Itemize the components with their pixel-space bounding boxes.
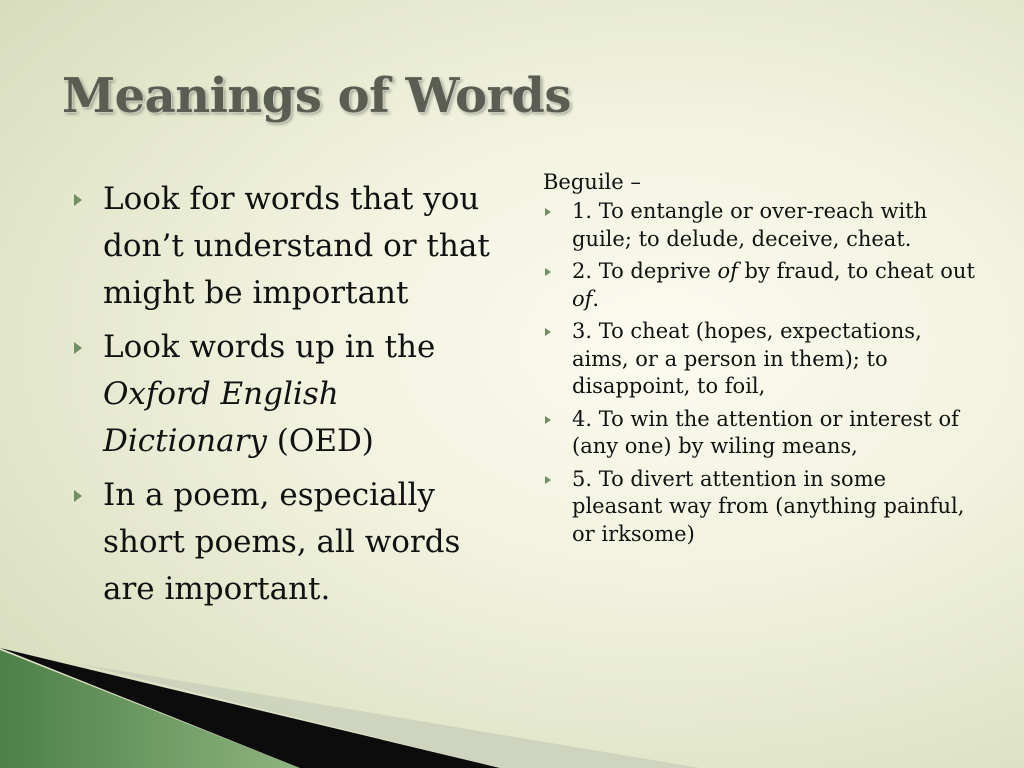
main-bullet-list <box>72 176 502 620</box>
bullet-text: In a poem, especially short poems, all words are important. <box>103 477 461 607</box>
triangle-bullet-icon <box>545 268 551 276</box>
definition-text: by fraud, to cheat out <box>737 259 975 283</box>
triangle-bullet-icon <box>74 342 82 354</box>
slide-title: Meanings of Words <box>62 68 571 124</box>
definition-list <box>543 198 983 548</box>
triangle-bullet-icon <box>74 194 82 206</box>
definition-item <box>543 318 983 401</box>
definition-block <box>543 168 983 553</box>
italic-word: of <box>572 286 593 311</box>
definition-item <box>543 258 983 313</box>
definition-item <box>543 466 983 549</box>
definition-text: 4. To win the attention or interest of (any one) by wiling means, <box>572 406 959 458</box>
italic-word: of <box>717 259 738 283</box>
definition-item <box>543 406 983 461</box>
green-band <box>0 650 300 768</box>
definition-heading: Beguile – <box>543 170 641 194</box>
definition-text: 2. To deprive <box>572 259 718 283</box>
triangle-bullet-icon <box>545 208 551 216</box>
dictionary-name: Oxford English Dictionary <box>103 376 339 459</box>
definition-item <box>543 198 983 253</box>
triangle-bullet-icon <box>545 328 551 336</box>
main-bullet-item <box>72 472 502 613</box>
definition-text: 1. To entangle or over-reach with guile; to delude, deceive, cheat. <box>572 199 928 251</box>
bullet-text: Look words up in the <box>103 329 436 365</box>
triangle-bullet-icon <box>545 416 551 424</box>
definition-text: 5. To divert attention in some pleasant way from (anything painful, or irksome) <box>572 466 965 546</box>
main-bullet-item <box>72 324 502 465</box>
bullet-text: Look for words that you don’t understand or that might be important <box>103 181 490 311</box>
bullet-text: (OED) <box>266 423 374 459</box>
triangle-bullet-icon <box>545 476 551 484</box>
triangle-bullet-icon <box>74 490 82 502</box>
main-bullet-item <box>72 176 502 317</box>
definition-text: . <box>592 286 600 311</box>
definition-text: 3. To cheat (hopes, expectations, aims, or a person in them); to disappoint, to foil, <box>572 319 922 398</box>
